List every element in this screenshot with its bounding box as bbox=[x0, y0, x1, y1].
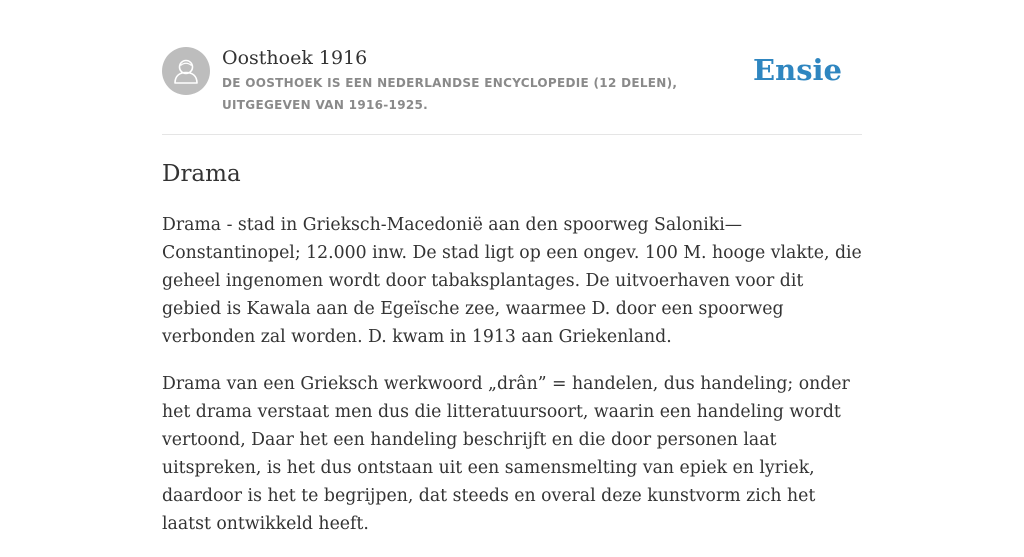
page-container bbox=[162, 0, 862, 534]
article-body bbox=[162, 211, 862, 557]
article-title: Drama bbox=[162, 161, 241, 187]
source-header bbox=[162, 0, 862, 135]
avatar[interactable] bbox=[162, 47, 210, 95]
article-paragraph: Drama - stad in Grieksch-Macedonië aan den spoorweg Saloniki—Constantinopel; 12.000 inw. De stad ligt op een ongev. 100 M. hooge vlakte, die geheel ingenomen wordt door tabaksplantages. De uitvoerhaven voor dit gebied is Kawala aan de Egeïsche zee, waarmee D. door een spoorweg verbonden zal worden. D. kwam in 1913 aan Griekenland. bbox=[162, 215, 862, 347]
source-name-link[interactable]: Oosthoek 1916 bbox=[222, 47, 368, 69]
ensie-logo-link[interactable]: Ensie bbox=[753, 53, 842, 87]
user-icon bbox=[162, 47, 210, 95]
source-description: DE OOSTHOEK IS EEN NEDERLANDSE ENCYCLOPEDIE (12 DELEN), UITGEGEVEN VAN 1916-1925. bbox=[222, 76, 678, 112]
article-paragraph: Drama van een Grieksch werkwoord „drân” = handelen, dus handeling; onder het drama verstaat men dus die litteratuursoort, waarin een handeling wordt vertoond, Daar het een handeling beschrijft en die door personen laat uitspreken, is het dus ontstaan uit een samensmelting van epiek en lyriek, daardoor is het te begrijpen, dat steeds en overal deze kunstvorm zich het laatst ontwikkeld heeft. bbox=[162, 374, 850, 534]
